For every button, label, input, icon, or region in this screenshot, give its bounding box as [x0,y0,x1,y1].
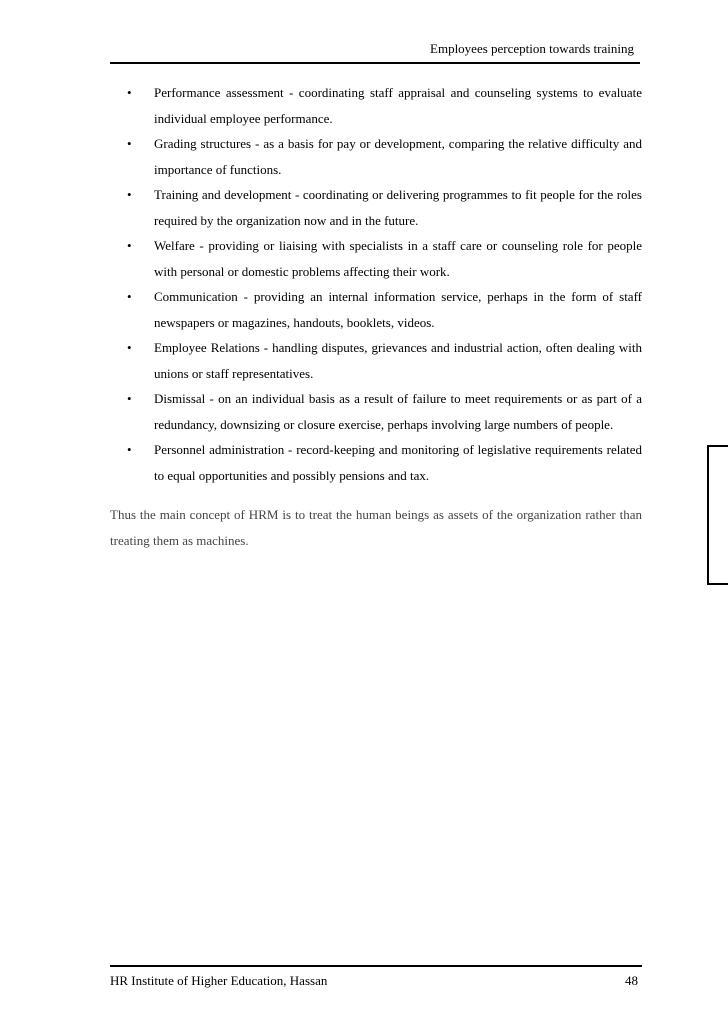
bullet-icon: • [127,85,132,100]
running-title: Employees perception towards training [430,41,634,56]
hrm-functions-list [110,80,642,488]
bullet-icon: • [127,340,132,355]
page-header [110,38,640,64]
list-item-text: Grading structures - as a basis for pay or development, comparing the relative difficulty and importance of functions. [154,136,642,177]
bullet-icon: • [127,187,132,202]
list-item [110,284,642,335]
bullet-icon: • [127,289,132,304]
side-tab-marker [707,445,728,585]
page-body [110,80,642,553]
bullet-icon: • [127,136,132,151]
list-item [110,437,642,488]
conclusion-paragraph: Thus the main concept of HRM is to treat the human beings as assets of the organization rather than treating them as machines. [110,507,642,548]
footer-institution: HR Institute of Higher Education, Hassan [110,973,328,988]
list-item-text: Performance assessment - coordinating staff appraisal and counseling systems to evaluate individual employee performance. [154,85,642,126]
bullet-icon: • [127,442,132,457]
list-item-text: Personnel administration - record-keeping and monitoring of legislative requirements related to equal opportunities and possibly pensions and tax. [154,442,642,483]
list-item [110,80,642,131]
list-item [110,335,642,386]
page-number: 48 [625,973,638,988]
page-footer [110,965,642,988]
list-item-text: Employee Relations - handling disputes, grievances and industrial action, often dealing with unions or staff representatives. [154,340,642,381]
list-item [110,182,642,233]
list-item-text: Welfare - providing or liaising with specialists in a staff care or counseling role for people with personal or domestic problems affecting their work. [154,238,642,279]
list-item [110,131,642,182]
list-item [110,386,642,437]
list-item-text: Training and development - coordinating or delivering programmes to fit people for the roles required by the organization now and in the future. [154,187,642,228]
list-item [110,233,642,284]
list-item-text: Dismissal - on an individual basis as a result of failure to meet requirements or as part of a redundancy, downsizing or closure exercise, perhaps involving large numbers of people. [154,391,642,432]
bullet-icon: • [127,238,132,253]
bullet-icon: • [127,391,132,406]
list-item-text: Communication - providing an internal information service, perhaps in the form of staff newspapers or magazines, handouts, booklets, videos. [154,289,642,330]
